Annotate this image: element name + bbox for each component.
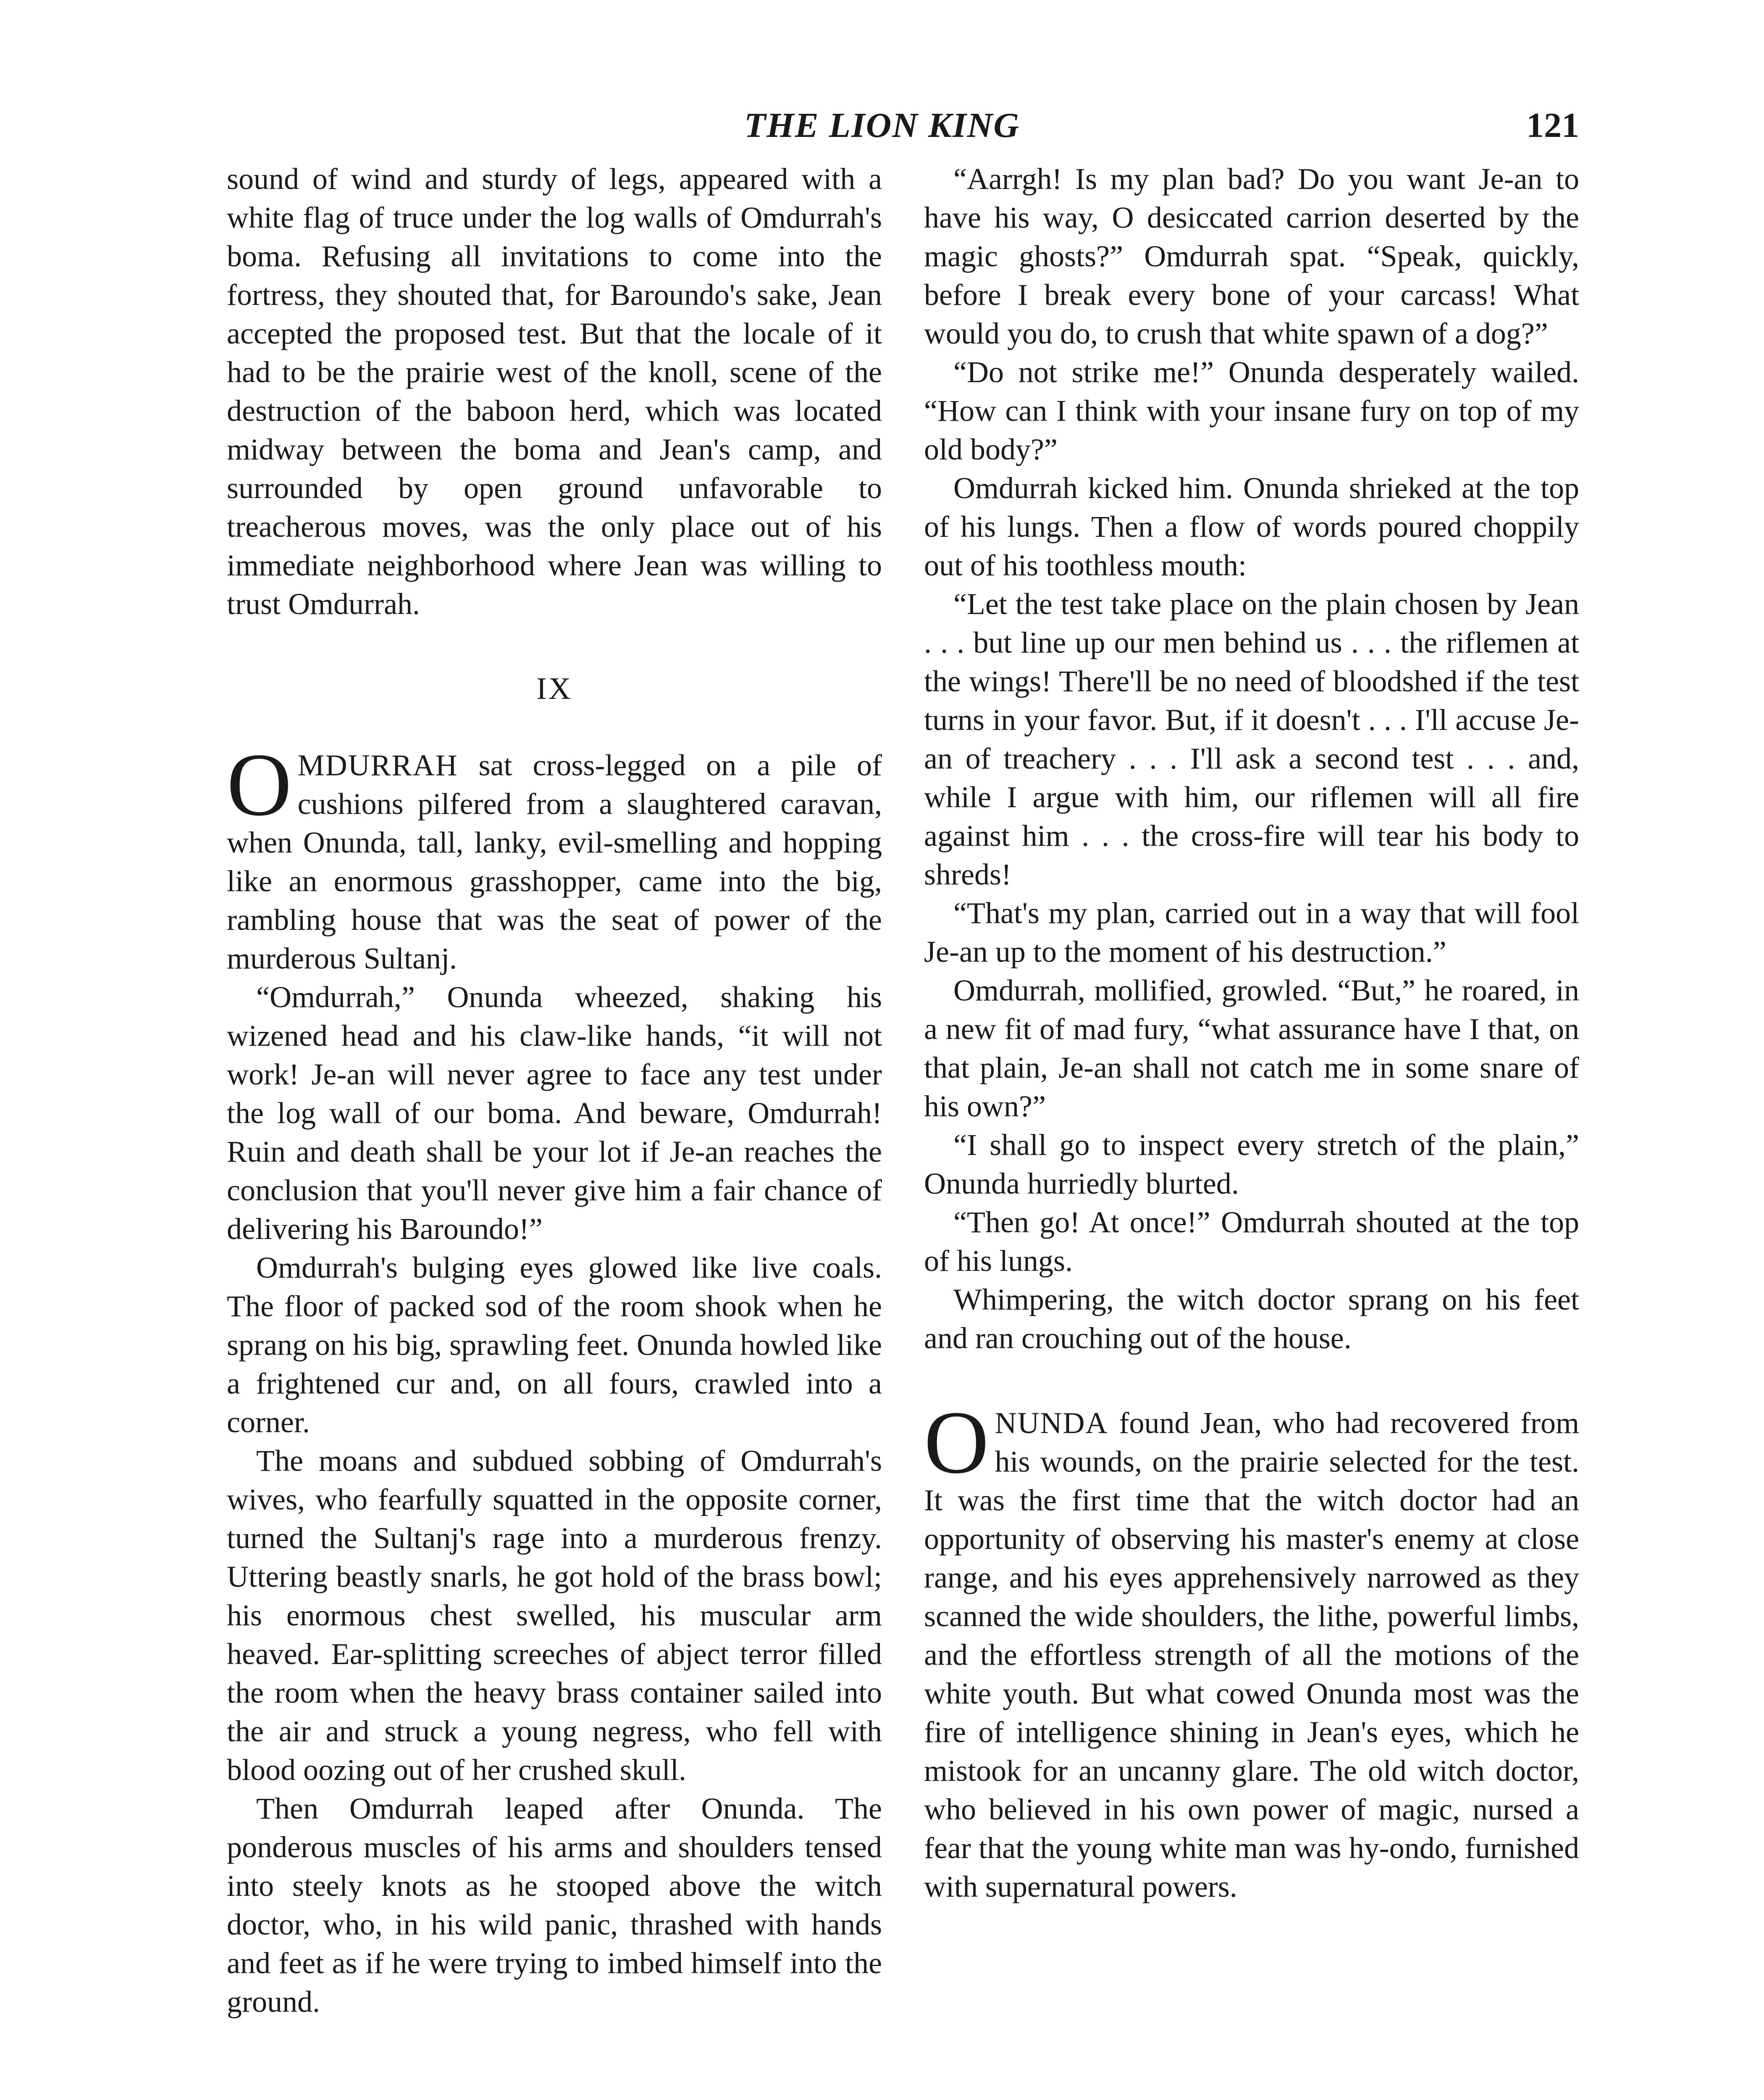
paragraph: The moans and subdued sobbing of Omdurrah's wives, who fearfully squatted in the opposite corner, turned the Sultanj's rage into a murderous frenzy. Uttering beastly snarls, he got hold of the brass bowl; his enormous chest swelled, his muscular arm heaved. Ear-splitting screeches of abject terror filled the room when the heavy brass container sailed into the air and struck a young negress, who fell with blood oozing out of her crushed skull.: [227, 1444, 882, 1787]
paragraph-dropcap: [924, 1393, 1579, 1906]
section-break: [924, 1357, 1579, 1404]
paragraph: Omdurrah, mollified, growled. “But,” he roared, in a new fit of mad fury, “what assurance have I that, on that plain, Je-an shall not catch me in some snare of his own?”: [924, 974, 1579, 1123]
drop-cap: O: [227, 735, 292, 835]
paragraph: Omdurrah's bulging eyes glowed like live coals. The floor of packed sod of the room shook when he sprang on his big, sprawling feet. Onunda howled like a frightened cur and, on all fours, crawled into a corner.: [227, 1251, 882, 1439]
paragraph: “I shall go to inspect every stretch of the plain,” Onunda hurriedly blurted.: [924, 1128, 1579, 1200]
left-column: [227, 160, 882, 2021]
paragraph: Then Omdurrah leaped after Onunda. The ponderous muscles of his arms and shoulders tensed into steely knots as he stooped above the witch doctor, who, in his wild panic, thrashed with hands and feet as if he were trying to imbed himself into the ground.: [227, 1792, 882, 2019]
paragraph: “Omdurrah,” Onunda wheezed, shaking his wizened head and his claw-like hands, “it will not work! Je-an will never agree to face any test under the log wall of our boma. And beware, Omdurrah! Ruin and death shall be your lot if Je-an reaches the conclusion that you'll never give him a fair chance of delivering his Baroundo!”: [227, 980, 882, 1246]
paragraph: Whimpering, the witch doctor sprang on his feet and ran crouching out of the house.: [924, 1283, 1579, 1355]
paragraph: “Aarrgh! Is my plan bad? Do you want Je-an to have his way, O desiccated carrion deserted by the magic ghosts?” Omdurrah spat. “Speak, quickly, before I break every bone of your carcass! What would you do, to crush that white spawn of a dog?”: [924, 162, 1579, 350]
paragraph: sound of wind and sturdy of legs, appeared with a white flag of truce under the log walls of Omdurrah's boma. Refusing all invitations to come into the fortress, they shouted that, for Baroundo's sake, Jean accepted the proposed test. But that the locale of it had to be the prairie west of the knoll, scene of the destruction of the baboon herd, which was located midway between the boma and Jean's camp, and surrounded by open ground unfavorable to treacherous moves, was the only place out of his immediate neighborhood where Jean was willing to trust Omdurrah.: [227, 162, 882, 621]
paragraph: “Do not strike me!” Onunda desperately wailed. “How can I think with your insane fury on top of my old body?”: [924, 355, 1579, 466]
section-heading: IX: [536, 672, 573, 706]
right-column: [924, 160, 1579, 1906]
paragraph: “Let the test take place on the plain chosen by Jean . . . but line up our men behind us . . . the riflemen at the wings! There'll be no need of bloodshed if the test turns in your favor. But, if it doesn't . . . I'll accuse Je-an of treachery . . . I'll ask a second test . . . and, while I argue with him, our riflemen will all fire against him . . . the cross-fire will tear his body to shreds!: [924, 587, 1579, 891]
paragraph: Omdurrah kicked him. Onunda shrieked at the top of his lungs. Then a flow of words poured choppily out of his toothless mouth:: [924, 471, 1579, 582]
paragraph-text: found Jean, who had recovered from his wounds, on the prairie selected for the test. It was the first time that the witch doctor had an opportunity of observing his master's enemy at close range, and his eyes apprehensively narrowed as they scanned the wide shoulders, the lithe, powerful limbs, and the effortless strength of all the motions of the white youth. But what cowed Onunda most was the fire of intelligence shining in Jean's eyes, which he mistook for an uncanny glare. The old witch doctor, who believed in his own power of magic, nursed a fear that the young white man was hy-ondo, furnished with supernatural powers.: [924, 1406, 1579, 1903]
paragraph: “That's my plan, carried out in a way that will fool Je-an up to the moment of his destruction.”: [924, 896, 1579, 969]
paragraph-dropcap: [227, 735, 882, 978]
running-title: THE LION KING: [744, 106, 1020, 145]
paragraph-text: sat cross-legged on a pile of cushions pilfered from a slaughtered caravan, when Onunda, tall, lanky, evil-smelling and hopping like an enormous grasshopper, came into the big, rambling house that was the seat of power of the murderous Sultanj.: [227, 748, 882, 975]
smallcaps-lead: MDURRAH: [297, 748, 458, 782]
paragraph: “Then go! At once!” Omdurrah shouted at the top of his lungs.: [924, 1205, 1579, 1278]
page-number: 121: [1526, 106, 1579, 145]
drop-cap: O: [924, 1393, 989, 1492]
smallcaps-lead: NUNDA: [995, 1406, 1108, 1440]
